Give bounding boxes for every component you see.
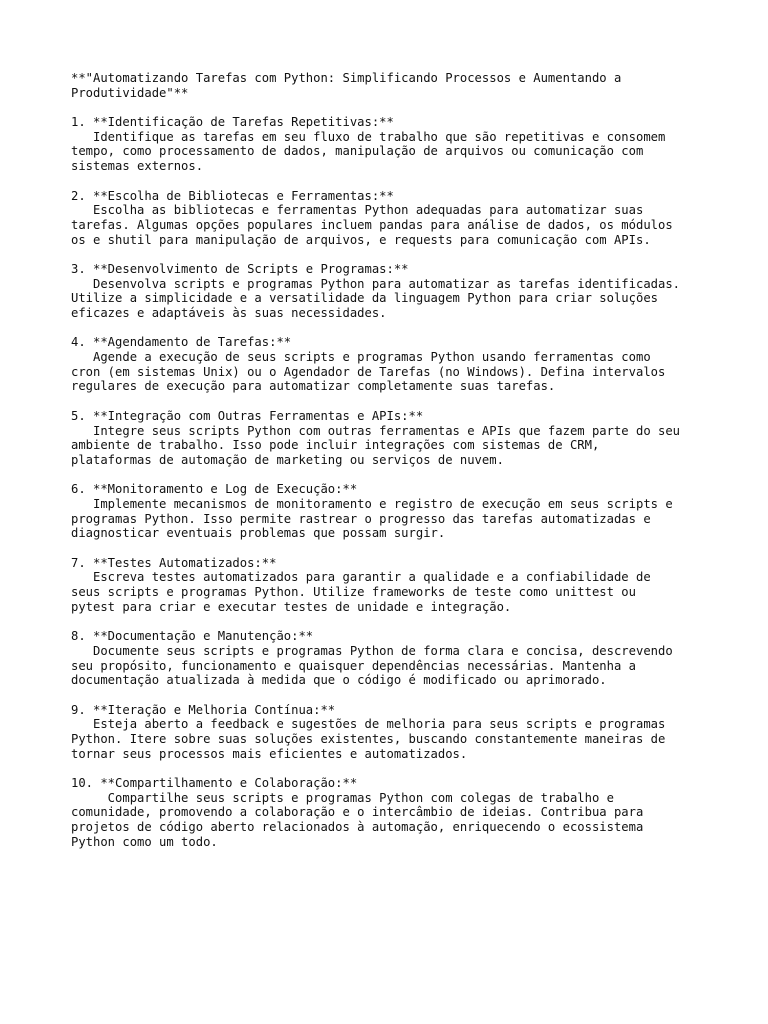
section-text-line: ambiente de trabalho. Isso pode incluir integrações com sistemas de CRM, xyxy=(71,438,600,453)
section-text-line: Escreva testes automatizados para garantir a qualidade e a confiabilidade de xyxy=(71,570,651,585)
section-text-line: programas Python. Isso permite rastrear o progresso das tarefas automatizadas e xyxy=(71,511,651,526)
section-1 xyxy=(71,115,751,174)
section-text-line: seu propósito, funcionamento e quaisquer dependências necessárias. Mantenha a xyxy=(71,658,636,673)
section-text-line: regulares de execução para automatizar completamente suas tarefas. xyxy=(71,379,556,394)
section-text-line: projetos de código aberto relacionados à automação, enriquecendo o ecossistema xyxy=(71,820,644,835)
section-text-line: Agende a execução de seus scripts e programas Python usando ferramentas como xyxy=(71,350,651,365)
section-text-line: comunidade, promovendo a colaboração e o intercâmbio de ideias. Contribua para xyxy=(71,805,644,820)
section-heading: 2. **Escolha de Bibliotecas e Ferramentas:** xyxy=(71,188,394,203)
section-text-line: Implemente mecanismos de monitoramento e registro de execução em seus scripts e xyxy=(71,496,673,511)
section-text-line: cron (em sistemas Unix) ou o Agendador de Tarefas (no Windows). Defina intervalos xyxy=(71,364,666,379)
section-text-line: documentação atualizada à medida que o código é modificado ou aprimorado. xyxy=(71,673,607,688)
section-6 xyxy=(71,482,751,541)
section-4 xyxy=(71,335,751,394)
section-heading: 7. **Testes Automatizados:** xyxy=(71,555,277,570)
section-heading: 3. **Desenvolvimento de Scripts e Programas:** xyxy=(71,261,409,276)
section-text-line: Compartilhe seus scripts e programas Python com colegas de trabalho e xyxy=(71,790,614,805)
section-3 xyxy=(71,262,751,321)
section-7 xyxy=(71,556,751,615)
section-5 xyxy=(71,409,751,468)
section-text-line: Escolha as bibliotecas e ferramentas Python adequadas para automatizar suas xyxy=(71,203,644,218)
section-heading: 6. **Monitoramento e Log de Execução:** xyxy=(71,482,358,497)
section-text-line: Identifique as tarefas em seu fluxo de trabalho que são repetitivas e consomem xyxy=(71,129,666,144)
section-text-line: tornar seus processos mais eficientes e automatizados. xyxy=(71,746,468,761)
section-heading: 4. **Agendamento de Tarefas:** xyxy=(71,335,292,350)
section-text-line: seus scripts e programas Python. Utilize frameworks de teste como unittest ou xyxy=(71,585,636,600)
section-text-line: Python. Itere sobre suas soluções existentes, buscando constantemente maneiras de xyxy=(71,731,666,746)
section-text-line: Documente seus scripts e programas Python de forma clara e concisa, descrevendo xyxy=(71,643,673,658)
section-text-line: pytest para criar e executar testes de unidade e integração. xyxy=(71,599,512,614)
section-10 xyxy=(71,776,751,849)
title-line: Produtividade"** xyxy=(71,85,189,100)
section-text-line: Esteja aberto a feedback e sugestões de melhoria para seus scripts e programas xyxy=(71,717,666,732)
section-2 xyxy=(71,189,751,248)
section-text-line: plataformas de automação de marketing ou serviços de nuvem. xyxy=(71,452,504,467)
section-text-line: os e shutil para manipulação de arquivos, e requests para comunicação com APIs. xyxy=(71,232,651,247)
section-heading: 10. **Compartilhamento e Colaboração:** xyxy=(71,776,358,790)
document-page xyxy=(71,71,751,864)
section-heading: 1. **Identificação de Tarefas Repetitivas:** xyxy=(71,115,394,130)
section-text-line: Python como um todo. xyxy=(71,834,218,849)
section-text-line: tarefas. Algumas opções populares incluem pandas para análise de dados, os módulos xyxy=(71,217,673,232)
section-text-line: Desenvolva scripts e programas Python para automatizar as tarefas identificadas. xyxy=(71,276,681,291)
document-title xyxy=(71,71,751,100)
section-heading: 5. **Integração com Outras Ferramentas e APIs:** xyxy=(71,408,424,423)
section-text-line: diagnosticar eventuais problemas que possam surgir. xyxy=(71,526,446,541)
section-8 xyxy=(71,629,751,688)
section-text-line: Utilize a simplicidade e a versatilidade da linguagem Python para criar soluções xyxy=(71,291,658,306)
section-text-line: eficazes e adaptáveis às suas necessidades. xyxy=(71,306,387,320)
section-text-line: tempo, como processamento de dados, manipulação de arquivos ou comunicação com xyxy=(71,144,644,159)
section-heading: 8. **Documentação e Manutenção:** xyxy=(71,629,314,644)
section-heading: 9. **Iteração e Melhoria Contínua:** xyxy=(71,702,336,717)
section-text-line: Integre seus scripts Python com outras ferramentas e APIs que fazem parte do seu xyxy=(71,423,681,438)
section-9 xyxy=(71,703,751,762)
section-text-line: sistemas externos. xyxy=(71,159,204,174)
title-line: **"Automatizando Tarefas com Python: Simplificando Processos e Aumentando a xyxy=(71,71,622,85)
